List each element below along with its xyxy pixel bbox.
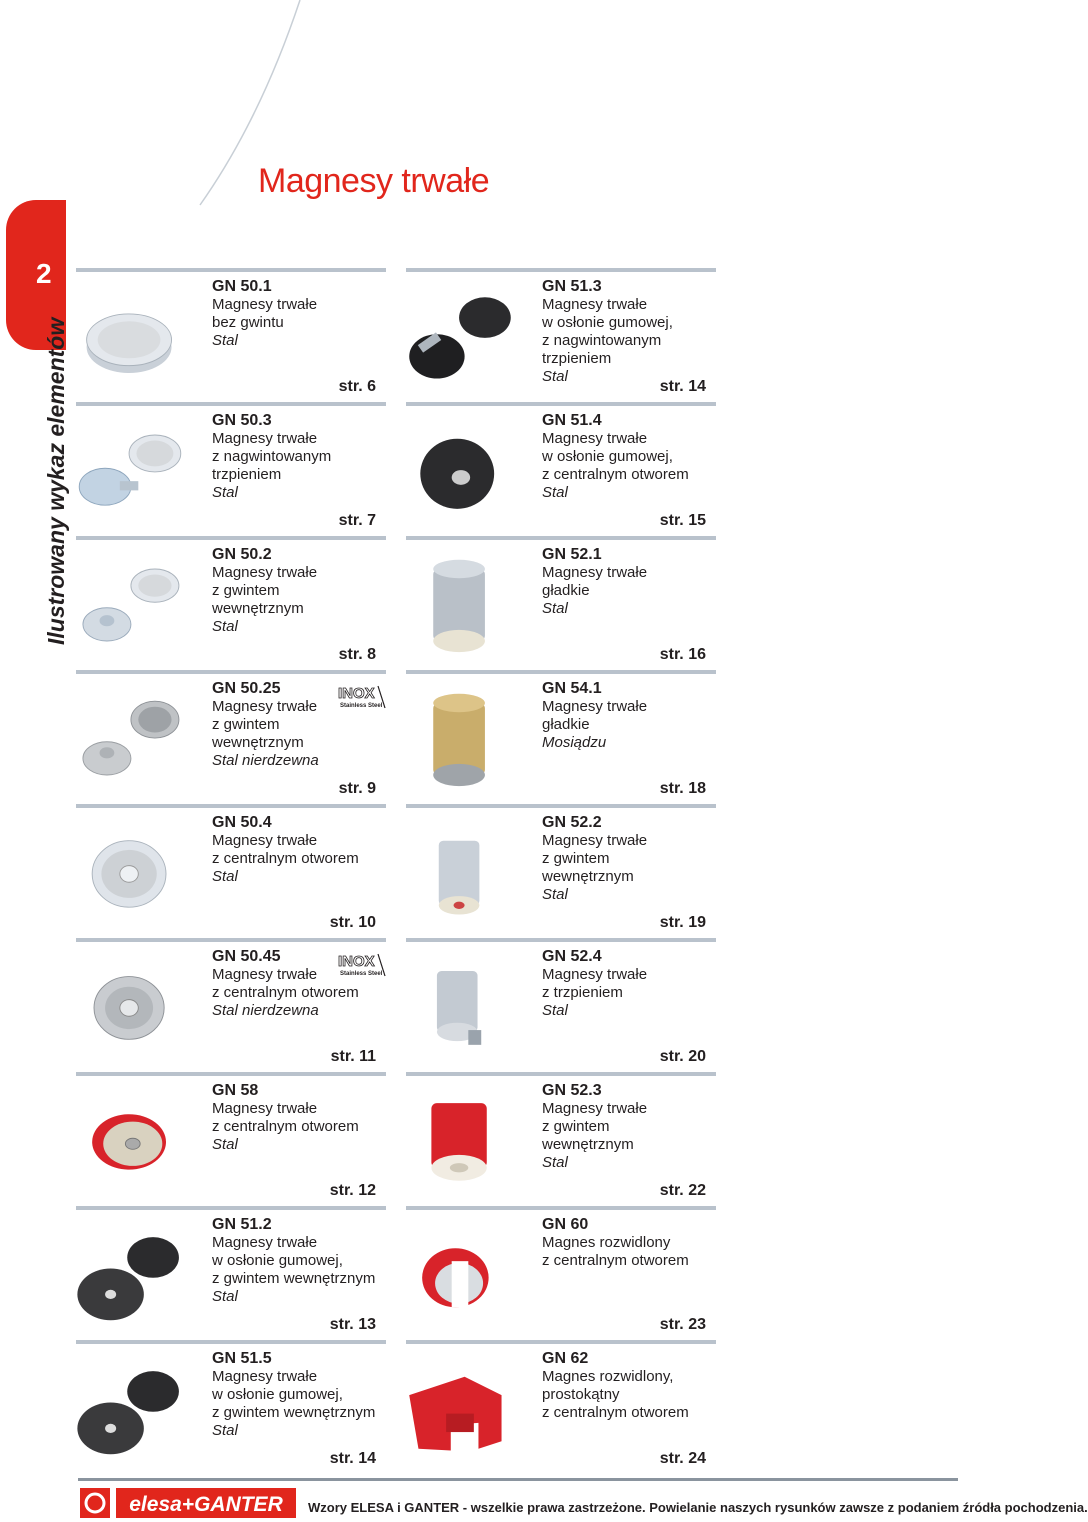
product-text xyxy=(542,948,647,1020)
product-description: z nagwintowanym xyxy=(212,448,332,465)
product-description: z centralnym otworem xyxy=(542,466,689,483)
page-reference-link[interactable]: str. 16 xyxy=(659,646,706,663)
product-entry[interactable] xyxy=(76,1206,386,1340)
product-code: GN 54.1 xyxy=(542,680,602,697)
product-entry[interactable] xyxy=(406,1340,716,1474)
product-image xyxy=(400,952,520,1062)
product-material: Stal xyxy=(542,886,568,903)
product-description: z gwintem wewnętrznym xyxy=(212,1404,376,1421)
product-description: Magnesy trwałe xyxy=(212,430,318,447)
entry-top-bar xyxy=(406,804,716,808)
product-image xyxy=(70,1220,190,1330)
product-text xyxy=(542,546,647,618)
product-code: GN 50.1 xyxy=(212,278,272,295)
product-description: bez gwintu xyxy=(212,314,284,331)
copyright-notice: Wzory ELESA i GANTER - wszelkie prawa zastrzeżone. Powielanie naszych rysunków zawsze z podaniem źródła pochodzenia. xyxy=(308,1500,1088,1515)
product-description: z nagwintowanym trzpieniem xyxy=(542,332,662,367)
product-material: Stal xyxy=(212,1288,238,1305)
entry-top-bar xyxy=(406,402,716,406)
product-description: Magnesy trwałe xyxy=(542,832,648,849)
entry-top-bar xyxy=(76,938,386,942)
entry-top-bar xyxy=(76,1206,386,1210)
svg-text:Stainless Steel: Stainless Steel xyxy=(340,971,383,977)
product-material: Stal xyxy=(212,618,238,635)
product-material: Stal xyxy=(542,600,568,617)
product-code: GN 50.2 xyxy=(212,546,272,563)
page-reference-link[interactable]: str. 7 xyxy=(338,512,376,529)
product-description: z centralnym otworem xyxy=(212,850,359,867)
product-description: w osłonie gumowej, xyxy=(542,314,673,331)
page-reference-link[interactable]: str. 14 xyxy=(329,1450,376,1467)
product-text xyxy=(212,814,359,886)
product-description: Magnesy trwałe xyxy=(212,1100,318,1117)
product-description: Magnesy trwałe xyxy=(212,1368,318,1385)
inox-stainless-steel-icon xyxy=(338,952,386,978)
product-description: z centralnym otworem xyxy=(542,1404,689,1421)
product-code: GN 52.4 xyxy=(542,948,602,965)
product-text xyxy=(212,1082,359,1154)
product-entry[interactable] xyxy=(76,268,386,402)
product-description: Magnesy trwałe xyxy=(542,564,648,581)
product-description: Magnesy trwałe xyxy=(212,296,318,313)
product-description: w osłonie gumowej, xyxy=(212,1252,343,1269)
product-description: wewnętrznym xyxy=(542,1136,634,1153)
product-description: trzpieniem xyxy=(212,466,282,483)
entry-top-bar xyxy=(76,268,386,272)
product-code: GN 52.2 xyxy=(542,814,602,831)
page-title: Magnesy trwałe xyxy=(258,162,490,200)
product-image xyxy=(400,416,520,526)
product-image xyxy=(70,416,190,526)
product-text xyxy=(542,412,689,502)
entry-top-bar xyxy=(76,536,386,540)
product-material: Stal xyxy=(542,368,568,385)
product-material: Stal xyxy=(212,868,238,885)
product-entry[interactable] xyxy=(76,1072,386,1206)
entry-top-bar xyxy=(406,268,716,272)
product-material: Stal xyxy=(542,1002,568,1019)
product-text xyxy=(212,412,331,502)
product-entry[interactable] xyxy=(406,938,716,1072)
product-description: wewnętrznym xyxy=(542,868,634,885)
product-description: Magnesy trwałe xyxy=(212,832,318,849)
entry-top-bar xyxy=(76,1340,386,1344)
product-description: Magnesy trwałe xyxy=(542,966,648,983)
product-code: GN 50.25 xyxy=(212,680,281,697)
chapter-number: 2 xyxy=(36,258,52,289)
product-description: w osłonie gumowej, xyxy=(212,1386,343,1403)
product-image xyxy=(400,1354,520,1464)
side-label: Ilustrowany wykaz elementów xyxy=(43,317,69,645)
product-code: GN 60 xyxy=(542,1216,589,1233)
product-text xyxy=(542,1082,647,1172)
page-reference-link[interactable]: str. 12 xyxy=(329,1182,376,1199)
product-text xyxy=(212,546,317,636)
product-text xyxy=(212,1216,375,1306)
product-description: z centralnym otworem xyxy=(212,1118,359,1135)
product-image xyxy=(70,684,190,794)
decorative-swoosh xyxy=(0,0,300,210)
product-material: Stal nierdzewna xyxy=(212,752,319,769)
product-description: gładkie xyxy=(542,716,590,733)
product-material: Stal nierdzewna xyxy=(212,1002,319,1019)
entry-top-bar xyxy=(406,1072,716,1076)
product-description: Magnesy trwałe xyxy=(542,1100,648,1117)
svg-text:Stainless Steel: Stainless Steel xyxy=(340,703,383,709)
product-image xyxy=(400,550,520,660)
product-image xyxy=(400,818,520,928)
product-text xyxy=(542,814,647,904)
product-description: z centralnym otworem xyxy=(212,984,359,1001)
product-code: GN 50.3 xyxy=(212,412,272,429)
product-material: Stal xyxy=(212,1422,238,1439)
product-image xyxy=(70,282,190,392)
page-reference-link[interactable]: str. 19 xyxy=(659,914,706,931)
svg-text:elesa+GANTER: elesa+GANTER xyxy=(129,1493,283,1516)
product-description: Magnes rozwidlony, xyxy=(542,1368,674,1385)
product-text xyxy=(542,1350,689,1422)
page-reference-link[interactable]: str. 13 xyxy=(329,1316,376,1333)
product-description: z trzpieniem xyxy=(542,984,623,1001)
product-description: z gwintem xyxy=(212,582,280,599)
product-image xyxy=(70,1086,190,1196)
product-image xyxy=(70,1354,190,1464)
product-text xyxy=(212,1350,375,1440)
product-image xyxy=(400,1220,520,1330)
product-image xyxy=(70,550,190,660)
product-code: GN 62 xyxy=(542,1350,589,1367)
product-description: Magnesy trwałe xyxy=(542,430,648,447)
product-description: Magnesy trwałe xyxy=(212,698,318,715)
product-entry[interactable] xyxy=(76,402,386,536)
entry-top-bar xyxy=(76,670,386,674)
product-entry[interactable] xyxy=(406,1072,716,1206)
entry-top-bar xyxy=(406,1340,716,1344)
product-code: GN 52.1 xyxy=(542,546,602,563)
product-description: wewnętrznym xyxy=(212,600,304,617)
product-description: Magnesy trwałe xyxy=(212,564,318,581)
product-code: GN 51.3 xyxy=(542,278,602,295)
page-reference-link[interactable]: str. 10 xyxy=(329,914,376,931)
product-entry[interactable] xyxy=(76,536,386,670)
product-description: z gwintem xyxy=(212,716,280,733)
footer-divider xyxy=(78,1478,958,1481)
page-reference-link[interactable]: str. 15 xyxy=(659,512,706,529)
product-code: GN 52.3 xyxy=(542,1082,602,1099)
product-description: gładkie xyxy=(542,582,590,599)
product-material: Stal xyxy=(212,332,238,349)
product-material: Stal xyxy=(212,1136,238,1153)
product-image xyxy=(70,952,190,1062)
entry-top-bar xyxy=(406,938,716,942)
product-description: z gwintem wewnętrznym xyxy=(212,1270,376,1287)
page-reference-link[interactable]: str. 11 xyxy=(330,1048,376,1065)
inox-stainless-steel-icon xyxy=(338,684,386,710)
product-text xyxy=(212,948,359,1020)
page-reference-link[interactable]: str. 23 xyxy=(659,1316,706,1333)
product-description: z centralnym otworem xyxy=(542,1252,689,1269)
product-description: z gwintem xyxy=(542,1118,610,1135)
product-description: z gwintem xyxy=(542,850,610,867)
product-description: prostokątny xyxy=(542,1386,620,1403)
elesa-ganter-logo xyxy=(80,1486,300,1520)
entry-top-bar xyxy=(406,1206,716,1210)
svg-text:INOX: INOX xyxy=(338,953,375,970)
product-entry[interactable] xyxy=(406,402,716,536)
product-code: GN 50.45 xyxy=(212,948,281,965)
page-reference-link[interactable]: str. 18 xyxy=(659,780,706,797)
product-text xyxy=(542,680,647,752)
product-code: GN 50.4 xyxy=(212,814,272,831)
product-image xyxy=(400,684,520,794)
page-reference-link[interactable]: str. 9 xyxy=(338,780,376,797)
product-description: Magnesy trwałe xyxy=(212,1234,318,1251)
entry-top-bar xyxy=(76,804,386,808)
product-image xyxy=(70,818,190,928)
product-text xyxy=(212,278,317,350)
product-entry[interactable] xyxy=(406,536,716,670)
page-reference-link[interactable]: str. 8 xyxy=(338,646,376,663)
product-entry[interactable] xyxy=(76,804,386,938)
product-entry[interactable] xyxy=(76,670,386,804)
product-code: GN 51.4 xyxy=(542,412,602,429)
product-material: Stal xyxy=(542,484,568,501)
page-reference-link[interactable]: str. 14 xyxy=(659,378,706,395)
product-description: Magnesy trwałe xyxy=(542,698,648,715)
product-description: Magnesy trwałe xyxy=(212,966,318,983)
product-entry[interactable] xyxy=(406,804,716,938)
product-material: Mosiądzu xyxy=(542,734,607,751)
product-description: Magnes rozwidlony xyxy=(542,1234,671,1251)
product-description: w osłonie gumowej, xyxy=(542,448,673,465)
product-text xyxy=(542,278,716,386)
product-code: GN 51.2 xyxy=(212,1216,272,1233)
product-code: GN 58 xyxy=(212,1082,259,1099)
product-description: wewnętrznym xyxy=(212,734,304,751)
page-reference-link[interactable]: str. 6 xyxy=(338,378,376,395)
product-entry[interactable] xyxy=(406,1206,716,1340)
product-entry[interactable] xyxy=(406,670,716,804)
product-code: GN 51.5 xyxy=(212,1350,272,1367)
product-material: Stal xyxy=(542,1154,568,1171)
entry-top-bar xyxy=(76,1072,386,1076)
entry-top-bar xyxy=(406,670,716,674)
product-material: Stal xyxy=(212,484,238,501)
product-image xyxy=(400,282,520,392)
entry-top-bar xyxy=(76,402,386,406)
page-reference-link[interactable]: str. 24 xyxy=(659,1450,706,1467)
svg-text:INOX: INOX xyxy=(338,685,375,702)
product-description: Magnesy trwałe xyxy=(542,296,648,313)
product-image xyxy=(400,1086,520,1196)
product-entry[interactable] xyxy=(76,1340,386,1474)
page-reference-link[interactable]: str. 22 xyxy=(659,1182,706,1199)
page-reference-link[interactable]: str. 20 xyxy=(659,1048,706,1065)
product-text xyxy=(212,680,319,770)
entry-top-bar xyxy=(406,536,716,540)
product-entry[interactable] xyxy=(406,268,716,402)
product-text xyxy=(542,1216,689,1270)
product-entry[interactable] xyxy=(76,938,386,1072)
